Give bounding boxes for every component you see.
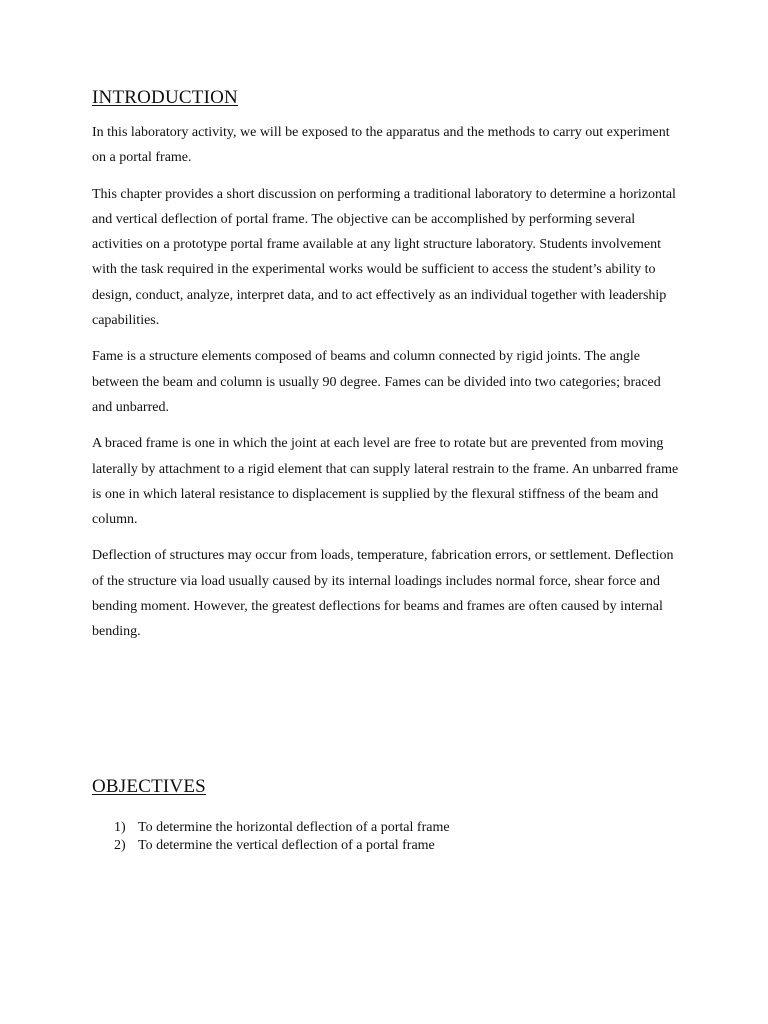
objective-item-2 bbox=[114, 837, 450, 855]
intro-paragraph-1: In this laboratory activity, we will be exposed to the apparatus and the methods to carry out experiment on a portal frame. bbox=[92, 125, 670, 166]
intro-paragraph-3: Fame is a structure elements composed of beams and column connected by rigid joints. The angle between the beam and column is usually 90 degree. Fames can be divided into two categories; braced and unbarred. bbox=[92, 349, 661, 415]
objective-text: To determine the horizontal deflection of a portal frame bbox=[138, 820, 450, 835]
objectives-heading: OBJECTIVES bbox=[92, 776, 206, 797]
objective-number: 1) bbox=[114, 820, 126, 835]
intro-paragraph-5: Deflection of structures may occur from loads, temperature, fabrication errors, or settlement. Deflection of the structure via load usually caused by its internal loadings includes normal force, shear force and bending moment. However, the greatest deflections for beams and frames are often caused by internal bending. bbox=[92, 548, 674, 640]
objective-item-1 bbox=[114, 819, 450, 837]
objective-number: 2) bbox=[114, 838, 126, 853]
introduction-body bbox=[92, 120, 682, 656]
objectives-list bbox=[114, 819, 450, 855]
introduction-heading: INTRODUCTION bbox=[92, 87, 238, 108]
objective-text: To determine the vertical deflection of a portal frame bbox=[138, 838, 435, 853]
intro-paragraph-2: This chapter provides a short discussion on performing a traditional laboratory to determine a horizontal and vertical deflection of portal frame. The objective can be accomplished by performing several activities on a prototype portal frame available at any light structure laboratory. Students involvement with the task required in the experimental works would be sufficient to access the student’s ability to design, conduct, analyze, interpret data, and to act effectively as an individual together with leadership capabilities. bbox=[92, 186, 676, 329]
intro-paragraph-4: A braced frame is one in which the joint at each level are free to rotate but are prevented from moving laterally by attachment to a rigid element that can supply lateral restrain to the frame. An unbarred frame is one in which lateral resistance to displacement is supplied by the flexural stiffness of the beam and column. bbox=[92, 436, 679, 528]
